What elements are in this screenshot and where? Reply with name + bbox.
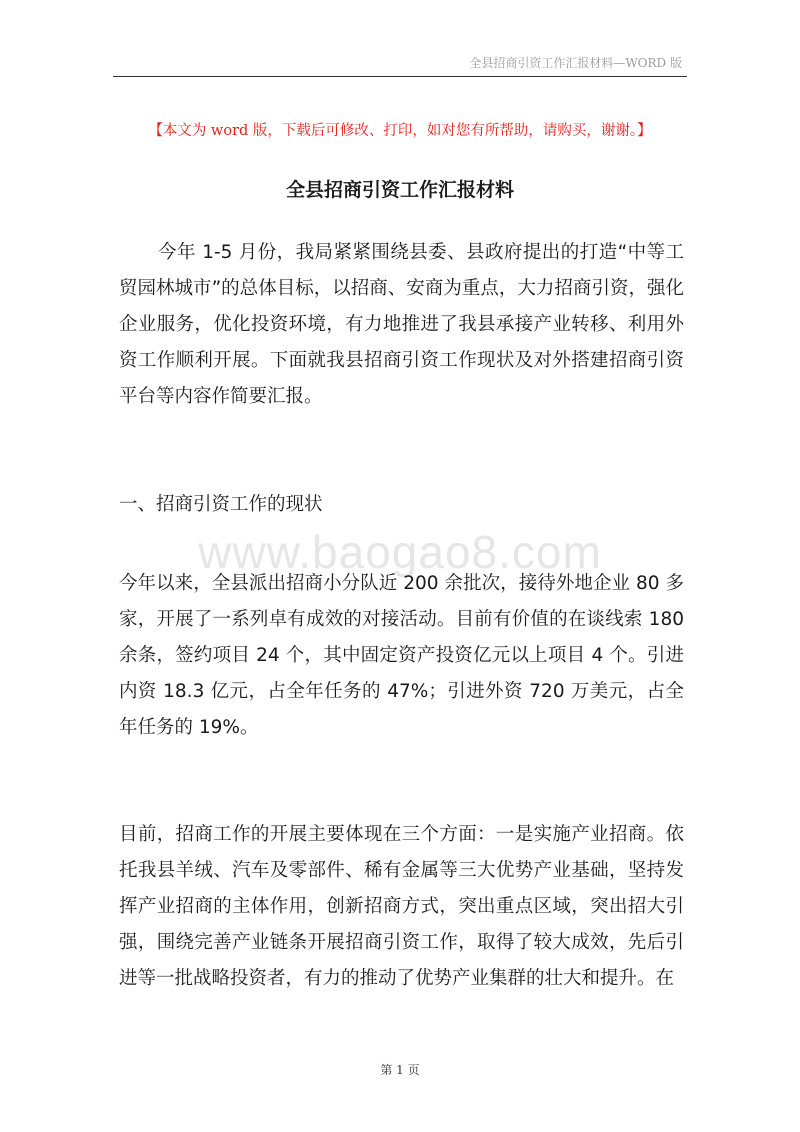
- section-heading: 一、招商引资工作的现状: [119, 494, 323, 515]
- watermark-text: www.baogao8.com: [198, 526, 602, 578]
- running-header: 全县招商引资工作汇报材料—WORD 版: [469, 56, 682, 70]
- page-number: 第 1 页: [380, 1063, 420, 1077]
- aspects-paragraph: 目前，招商工作的开展主要体现在三个方面：一是实施产业招商。依托我县羊绒、汽车及零部件、稀有金属等三大优势产业基础，坚持发挥产业招商的主体作用，创新招商方式，突出重点区域，突出招大引强，围绕完善产业链条开展招商引资工作，取得了较大成效，先后引进等一批战略投资者，有力的推动了优势产业集群的壮大和提升。在: [119, 824, 684, 989]
- download-notice: 【本文为 word 版，下载后可修改、打印，如对您有所帮助，请购买，谢谢。】: [148, 123, 652, 139]
- intro-paragraph: 今年 1-5 月份，我局紧紧围绕县委、县政府提出的打造“中等工贸园林城市”的总体目标，以招商、安商为重点，大力招商引资，强化企业服务，优化投资环境，有力地推进了我县承接产业转移、利用外资工作顺利开展。下面就我县招商引资工作现状及对外搭建招商引资平台等内容作简要汇报。: [119, 242, 684, 407]
- status-paragraph: 今年以来，全县派出招商小分队近 200 余批次，接待外地企业 80 多家，开展了一系列卓有成效的对接活动。目前有价值的在谈线索 180 余条，签约项目 24 个，其中固定资产投资亿元以上项目 4 个。引进内资 18.3 亿元，占全年任务的 47%；引进外资 720 万美元，占全年任务的 19%。: [119, 573, 684, 738]
- document-title: 全县招商引资工作汇报材料: [285, 179, 514, 201]
- header-divider: [113, 76, 687, 77]
